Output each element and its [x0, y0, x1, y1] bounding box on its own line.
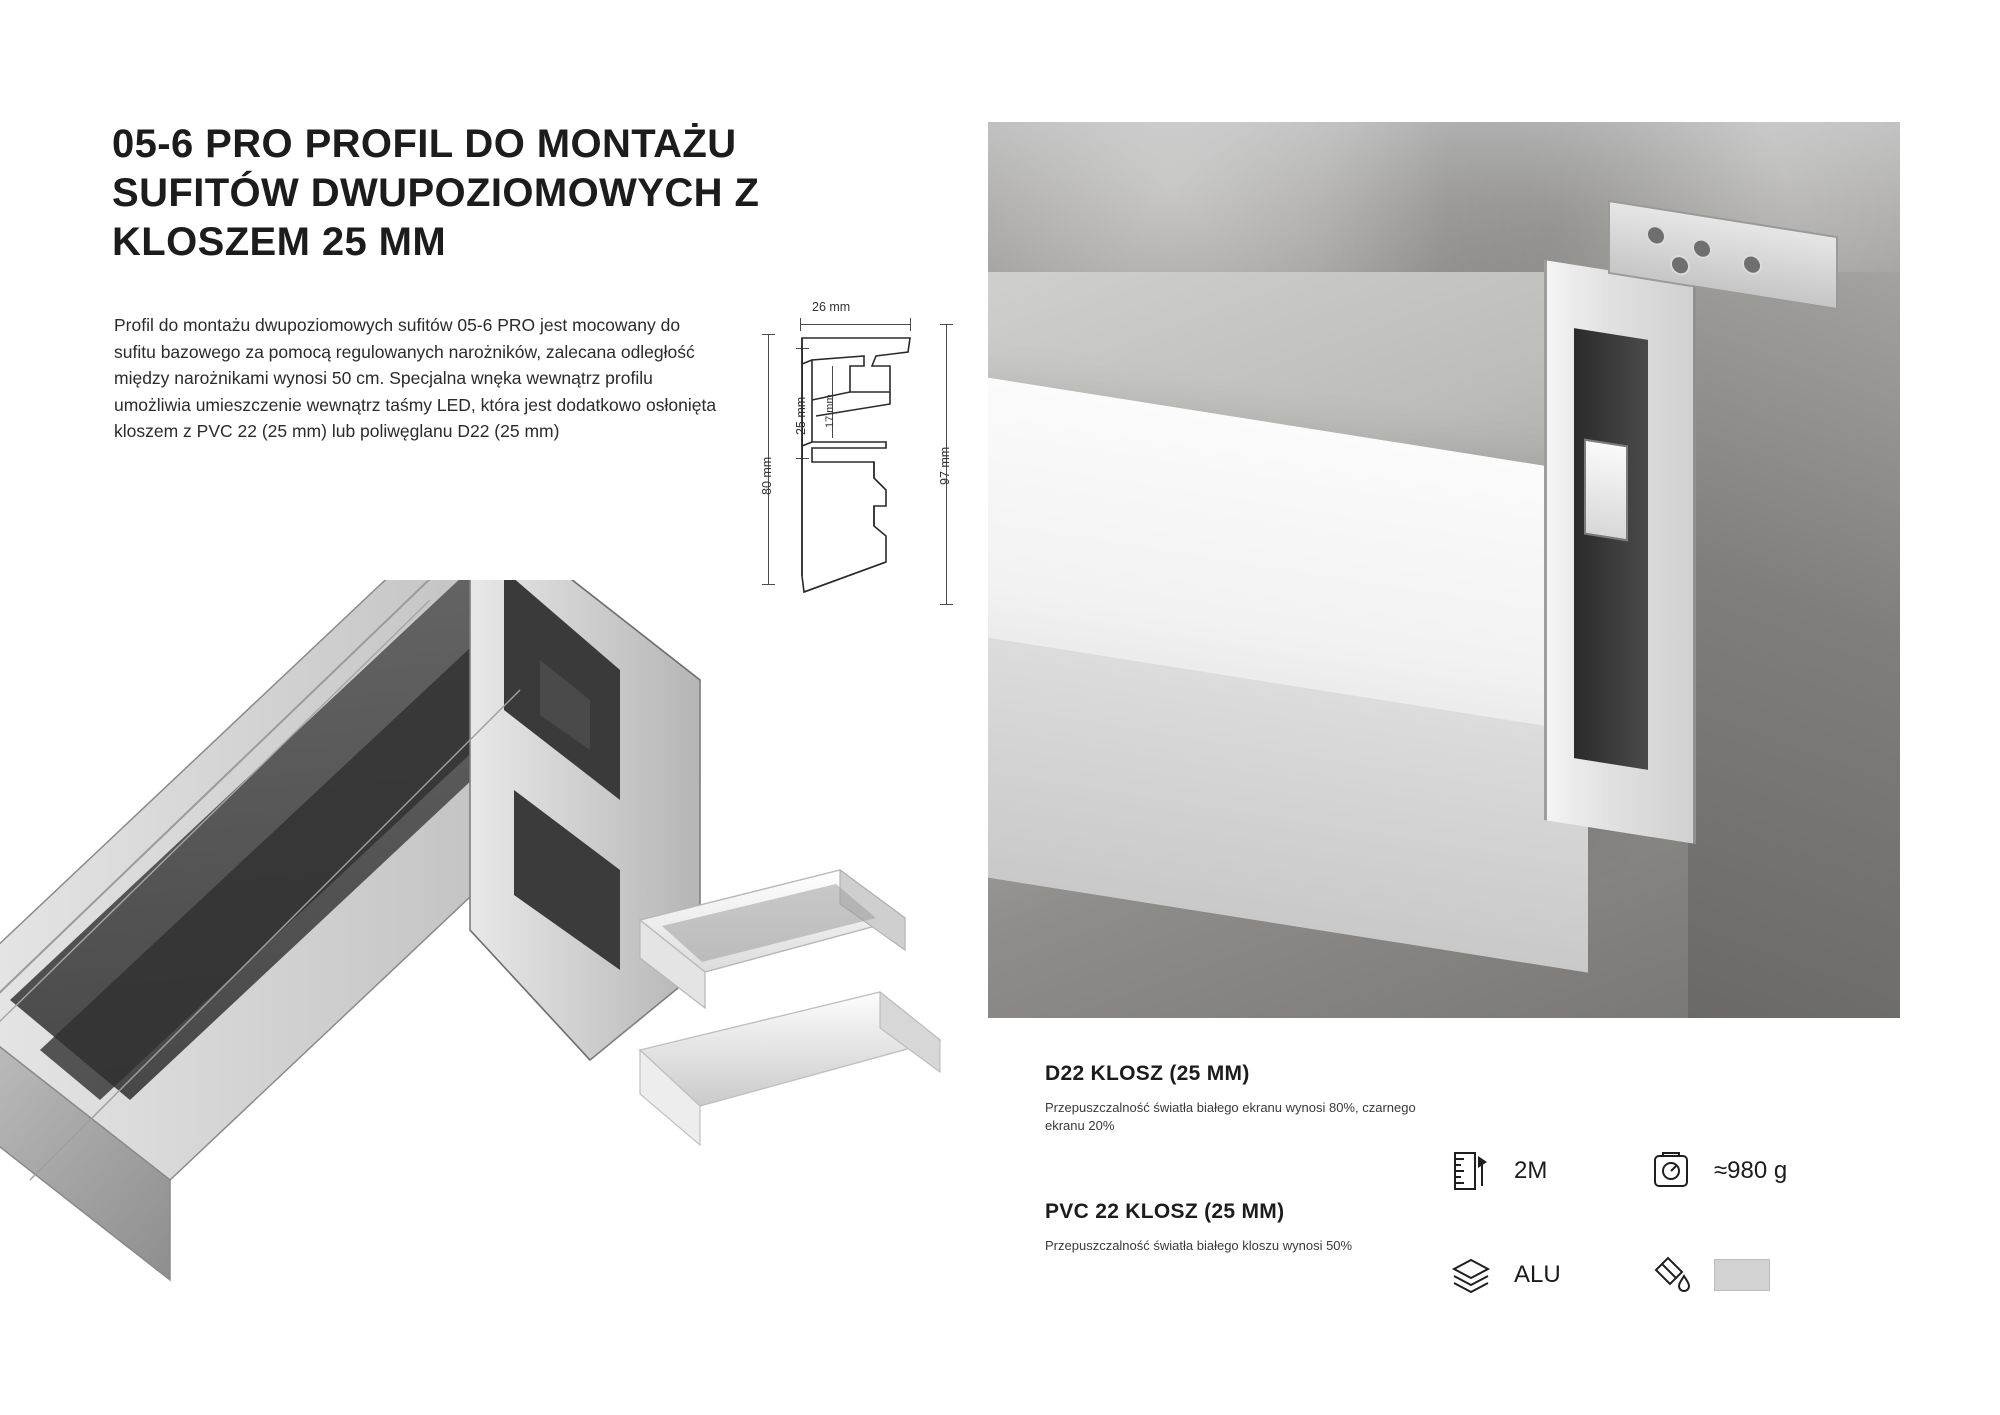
dimension-inner-label: 25 mm	[794, 396, 808, 435]
dimension-depth-label: 97 mm	[938, 446, 952, 485]
dimension-width-label: 26 mm	[812, 300, 851, 314]
spec-weight-value: ≈980 g	[1714, 1157, 1788, 1184]
spec-length	[1448, 1148, 1648, 1194]
bracket-hole	[1646, 224, 1666, 247]
finish-color-swatch	[1714, 1259, 1770, 1291]
page-title: 05-6 PRO PROFIL DO MONTAŻU SUFITÓW DWUPOZIOMOWYCH Z KLOSZEM 25 MM	[112, 122, 760, 264]
dimension-tick	[762, 334, 775, 335]
lens-block-d22	[1045, 1062, 1425, 1136]
lens-title: D22 KLOSZ (25 MM)	[1045, 1062, 1250, 1085]
lens-block-pvc22	[1045, 1200, 1425, 1255]
layers-icon	[1448, 1252, 1494, 1298]
specifications	[1448, 1148, 1868, 1298]
photo-wall-right	[1688, 272, 1900, 1018]
spec-weight	[1648, 1148, 1868, 1194]
dimension-tick	[940, 324, 953, 325]
intro-paragraph: Profil do montażu dwupoziomowych sufitów 05-6 PRO jest mocowany do sufitu bazowego za pomocą regulowanych narożników, zalecana odległość między narożnikami wynosi 50 cm. Specjalna wnęka wewnątrz profilu umożliwia umieszczenie wewnątrz taśmy LED, która jest dodatkowo osłonięta kloszem z PVC 22 (25 mm) lub poliwęglanu D22 (25 mm)	[114, 315, 717, 442]
spec-length-value: 2M	[1514, 1157, 1548, 1184]
lens-description: Przepuszczalność światła białego kloszu wynosi 50%	[1045, 1238, 1353, 1253]
product-render	[0, 580, 1000, 1415]
dimension-width-line	[800, 324, 910, 325]
spec-finish	[1648, 1252, 1868, 1298]
photo-led-strip	[1584, 439, 1628, 542]
paint-icon	[1648, 1252, 1694, 1298]
lens-description: Przepuszczalność światła białego ekranu wynosi 80%, czarnego ekranu 20%	[1045, 1100, 1416, 1134]
scale-icon	[1648, 1148, 1694, 1194]
ruler-icon	[1448, 1148, 1494, 1194]
photo-profile-cavity	[1574, 328, 1648, 770]
bracket-hole	[1670, 254, 1690, 277]
bracket-hole	[1692, 237, 1712, 260]
spec-material-value: ALU	[1514, 1261, 1561, 1288]
dimension-inner-small-label: 17 mm	[824, 394, 836, 428]
bracket-hole	[1742, 253, 1762, 276]
dimension-height-label: 80 mm	[760, 456, 774, 495]
installation-photo	[988, 122, 1900, 1018]
spec-material	[1448, 1252, 1648, 1298]
lens-title: PVC 22 KLOSZ (25 MM)	[1045, 1200, 1285, 1223]
aluminium-profile-render-icon	[0, 580, 1000, 1415]
